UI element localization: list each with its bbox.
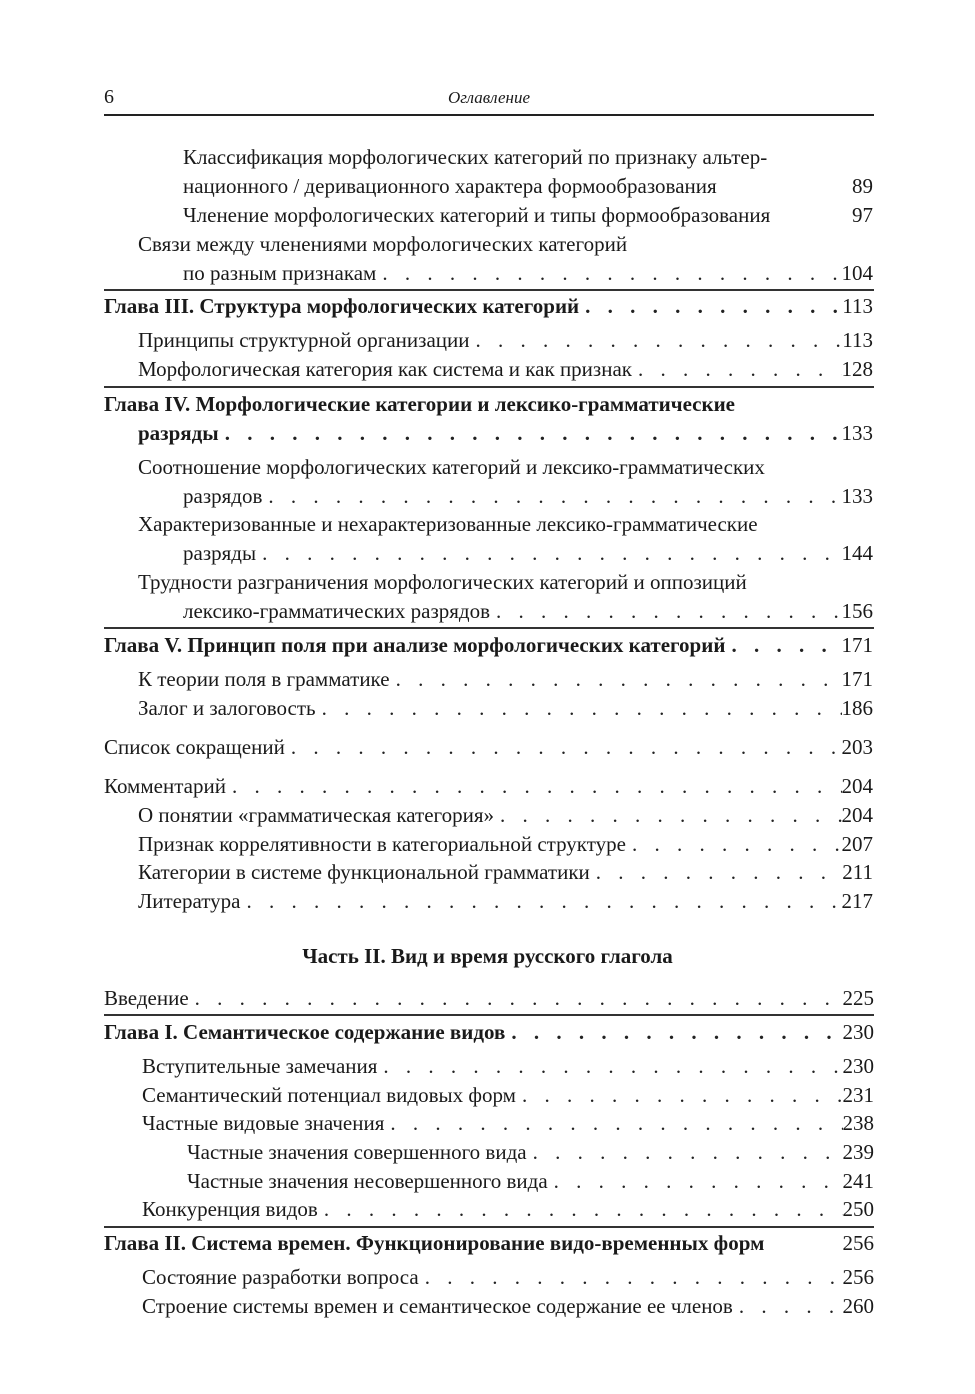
page-ref: 128 [841,357,873,381]
page-ref: 260 [842,1294,874,1318]
page-ref: 207 [841,832,873,856]
page-ref: 231 [842,1083,874,1107]
toc-chapter[interactable]: разряды . . . 133 [138,420,873,446]
dot-leader [390,666,842,692]
toc-entry-text: Соотношение морфологических категорий и лексико-грамматических [138,455,765,479]
page-ref: 256 [842,1231,874,1255]
dot-leader [590,859,843,885]
page-ref: 156 [841,599,873,623]
page-ref: 204 [841,774,873,798]
toc-entry[interactable]: Семантический потенциал видовых форм . . . 231 [142,1082,874,1108]
toc-chapter[interactable]: Глава II. Система времен. Функционирование видо-временных форм 256 [104,1231,874,1255]
dot-leader [189,985,843,1011]
dot-leader [240,888,841,914]
dot-leader [490,598,841,624]
toc-entry[interactable]: О понятии «грамматическая категория» . . . 204 [138,802,873,828]
running-title: Оглавление [447,88,531,107]
dot-leader [505,1019,842,1045]
toc-entry[interactable]: Частные значения несовершенного вида . . . 241 [187,1168,874,1194]
dot-leader [725,632,841,658]
dot-leader [384,1110,842,1136]
toc-entry-text: Характеризованные и нехарактеризованные лексико-грамматические [138,512,758,536]
header-rule [104,114,874,116]
toc-entry[interactable]: разряды . . . 144 [183,540,873,566]
section-divider [104,627,874,629]
toc-entry[interactable]: Строение системы времен и семантическое содержание ее членов . . . 260 [142,1293,874,1319]
toc-entry[interactable]: Комментарий . . . 204 [104,773,873,799]
dot-leader [285,734,842,760]
page-ref: 225 [842,986,874,1010]
page-ref: 113 [842,328,873,352]
page-ref: 104 [841,261,873,285]
dot-leader [376,260,841,286]
page-ref: 171 [841,633,873,657]
page-ref: 97 [852,203,873,227]
page-header [104,86,874,112]
dot-leader [579,293,842,319]
page-ref: 239 [842,1140,874,1164]
dot-leader [626,831,842,857]
toc-entry[interactable]: Вступительные замечания . . . 230 [142,1053,874,1079]
dot-leader [219,420,842,446]
dot-leader [256,540,841,566]
toc-entry[interactable]: Литература . . . 217 [138,888,873,914]
toc-entry[interactable]: Членение морфологических категорий и типы формообразования 97 [183,203,873,227]
dot-leader [262,483,841,509]
page-ref: 133 [841,484,873,508]
toc-entry[interactable]: Частные значения совершенного вида . . . 239 [187,1139,874,1165]
page-ref: 238 [842,1111,874,1135]
dot-leader [377,1053,842,1079]
page-ref: 217 [841,889,873,913]
page-ref: 204 [841,803,873,827]
toc-entry[interactable]: Морфологическая категория как система и как признак . . . 128 [138,356,873,382]
page-ref: 186 [841,696,873,720]
section-divider [104,289,874,291]
dot-leader [226,773,842,799]
section-divider [104,386,874,388]
dot-leader [733,1293,843,1319]
dot-leader [548,1168,843,1194]
toc-entry-text: Трудности разграничения морфологических категорий и оппозиций [138,570,747,594]
page-ref: 133 [841,421,873,445]
page-ref: 230 [842,1020,874,1044]
page-ref: 230 [842,1054,874,1078]
page-number: 6 [104,86,114,108]
page-ref: 203 [841,735,873,759]
page-ref: 241 [842,1169,874,1193]
page-ref: 171 [841,667,873,691]
dot-leader [316,695,842,721]
toc-entry[interactable]: К теории поля в грамматике . . . 171 [138,666,873,692]
page-ref: 113 [842,294,873,318]
toc-entry[interactable]: лексико-грамматических разрядов . . . 156 [183,598,873,624]
toc-chapter-text: Глава IV. Морфологические категории и лексико-грамматические [104,392,735,416]
dot-leader [632,356,842,382]
toc-entry[interactable]: национного / деривационного характера формообразования 89 [183,174,873,198]
toc-entry[interactable]: Категории в системе функциональной грамматики . . . 211 [138,859,873,885]
page-ref: 89 [852,174,873,198]
toc-entry[interactable]: Введение . . . 225 [104,985,874,1011]
page-ref: 250 [842,1197,874,1221]
toc-entry[interactable]: Конкуренция видов . . . 250 [142,1196,874,1222]
dot-leader [527,1139,843,1165]
part-title: Часть II. Вид и время русского глагола [302,944,673,968]
page-ref: 256 [842,1265,874,1289]
toc-entry[interactable]: разрядов . . . 133 [183,483,873,509]
toc-entry[interactable]: Залог и залоговость . . . 186 [138,695,873,721]
toc-chapter[interactable]: Глава III. Структура морфологических категорий . . . 113 [104,293,873,319]
toc-entry[interactable]: Признак коррелятивности в категориальной структуре . . . 207 [138,831,873,857]
dot-leader [318,1196,843,1222]
toc-entry-text: Классификация морфологических категорий по признаку альтер- [183,145,768,169]
dot-leader [516,1082,843,1108]
toc-entry[interactable]: по разным признакам . . . 104 [183,260,873,286]
toc-entry[interactable]: Частные видовые значения . . . 238 [142,1110,874,1136]
page-ref: 211 [842,860,873,884]
dot-leader [419,1264,843,1290]
section-divider [104,1014,874,1016]
toc-chapter[interactable]: Глава I. Семантическое содержание видов . . . 230 [104,1019,874,1045]
page-ref: 144 [841,541,873,565]
toc-chapter[interactable]: Глава V. Принцип поля при анализе морфологических категорий . . . 171 [104,632,873,658]
toc-entry[interactable]: Список сокращений . . . 203 [104,734,873,760]
toc-entry[interactable]: Состояние разработки вопроса . . . 256 [142,1264,874,1290]
dot-leader [470,327,843,353]
dot-leader [494,802,841,828]
toc-entry[interactable]: Принципы структурной организации . . . 113 [138,327,873,353]
section-divider [104,1226,874,1228]
toc-entry-text: Связи между членениями морфологических категорий [138,232,628,256]
